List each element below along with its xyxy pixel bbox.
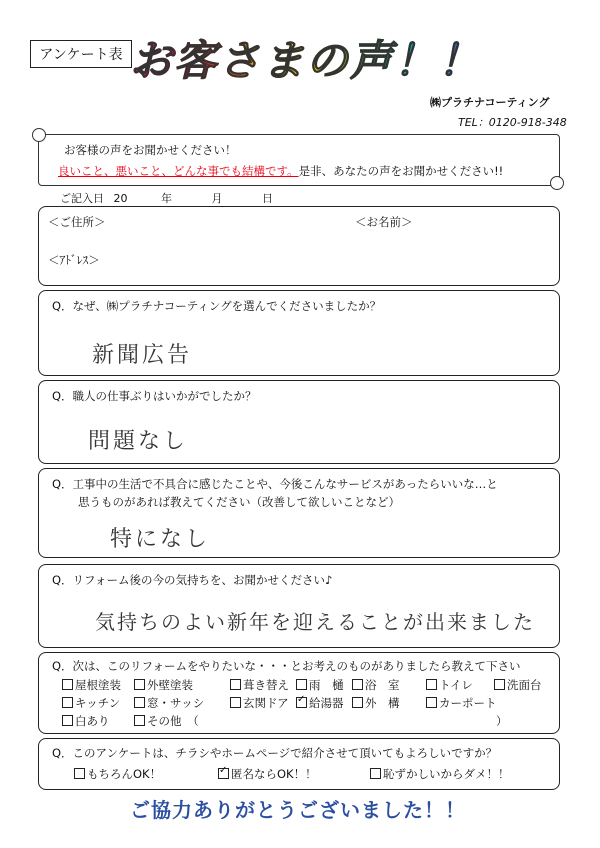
checkbox[interactable] [426,679,437,690]
checkbox[interactable] [74,768,85,779]
checkbox[interactable] [134,697,145,708]
option-vanity[interactable]: 洗面台 [494,677,542,693]
option-toilet[interactable]: トイレ [426,677,473,693]
option-termite[interactable]: 白あり [62,713,110,729]
checkbox[interactable] [352,697,363,708]
option-kitchen[interactable]: キッチン [62,695,120,711]
survey-tag: アンケート表 [30,40,132,68]
intro-line-1: お客様の声をお聞かせください！ [64,143,237,157]
email-label: ＜ｱﾄﾞﾚｽ＞ [48,253,100,267]
checkbox[interactable] [62,715,73,726]
phone-number: TEL：0120-918-348 [458,116,567,129]
contact-box [38,206,560,286]
option-reroof[interactable]: 葺き替え [230,677,289,693]
handwritten-answer: 問題なし [88,429,189,454]
checkbox-checked[interactable] [296,697,307,708]
question-text: Q．次は、このリフォームをやりたいな・・・とお考えのものがありましたら教えて下さい [52,659,521,673]
consent-ok[interactable]: もちろんOK！ [74,766,161,782]
option-bathroom[interactable]: 浴 室 [352,677,400,693]
question-text: Q．なぜ、㈱プラチナコーティングを選んでくださいましたか？ [52,299,382,313]
question-text-line-2: 思うものがあれば教えてください（改善して欲しいことなど） [78,495,400,509]
checkbox[interactable] [494,679,505,690]
consent-no[interactable]: 恥ずかしいからダメ！！ [370,766,510,782]
intro-line-2: 良いこと、悪いこと、どんな事でも結構です。是非、あなたの声をお聞かせください!! [58,164,504,178]
option-window[interactable]: 窓・サッシ [134,695,204,711]
scroll-curl-icon [550,176,564,190]
checkbox[interactable] [370,768,381,779]
scroll-curl-icon [32,128,46,142]
question-text: Q．工事中の生活で不具合に感じたことや、今後こんなサービスがあったらいいな…と [52,477,498,491]
name-label: ＜お名前＞ [355,215,413,229]
checkbox[interactable] [230,697,241,708]
company-name: ㈱プラチナコーティング [430,96,550,109]
checkbox[interactable] [62,679,73,690]
question-text: Q．職人の仕事ぶりはいかがでしたか？ [52,389,257,403]
checkbox[interactable] [296,679,307,690]
checkbox[interactable] [352,679,363,690]
handwritten-answer: 気持ちのよい新年を迎えることが出来ました [95,610,535,634]
option-gutter[interactable]: 雨 樋 [296,677,344,693]
checkbox-checked[interactable] [218,768,229,779]
question-text: Q．このアンケートは、チラシやホームページで紹介させて頂いてもよろしいですか？ [52,746,498,760]
option-entrance-door[interactable]: 玄関ドア [230,695,289,711]
checkbox[interactable] [62,697,73,708]
handwritten-answer: 新聞広告 [92,343,193,368]
option-other[interactable]: その他 （ [134,713,199,729]
thank-you-message: ご協力ありがとうございました！！ [130,798,466,822]
question-text: Q．リフォーム後の今の気持ちを、お聞かせください♪ [52,573,333,587]
checkbox[interactable] [134,679,145,690]
option-water-heater[interactable]: ✓ 給湯器 [296,695,344,711]
option-wall-paint[interactable]: 外壁塗装 [134,677,193,693]
page-title: お客さまの声！！ [130,28,482,88]
handwritten-answer: 特になし [110,527,211,552]
other-close-paren: ） [496,714,508,728]
checkbox[interactable] [230,679,241,690]
option-carport[interactable]: カーポート [426,695,497,711]
option-exterior[interactable]: 外 構 [352,695,400,711]
consent-anonymous[interactable]: ✓ 匿名ならOK！！ [218,766,317,782]
entry-date: ご記入日 20 年 月 日 [60,192,273,205]
address-label: ＜ご住所＞ [48,215,106,229]
option-roof-paint[interactable]: 屋根塗装 [62,677,121,693]
checkbox[interactable] [426,697,437,708]
checkbox[interactable] [134,715,145,726]
